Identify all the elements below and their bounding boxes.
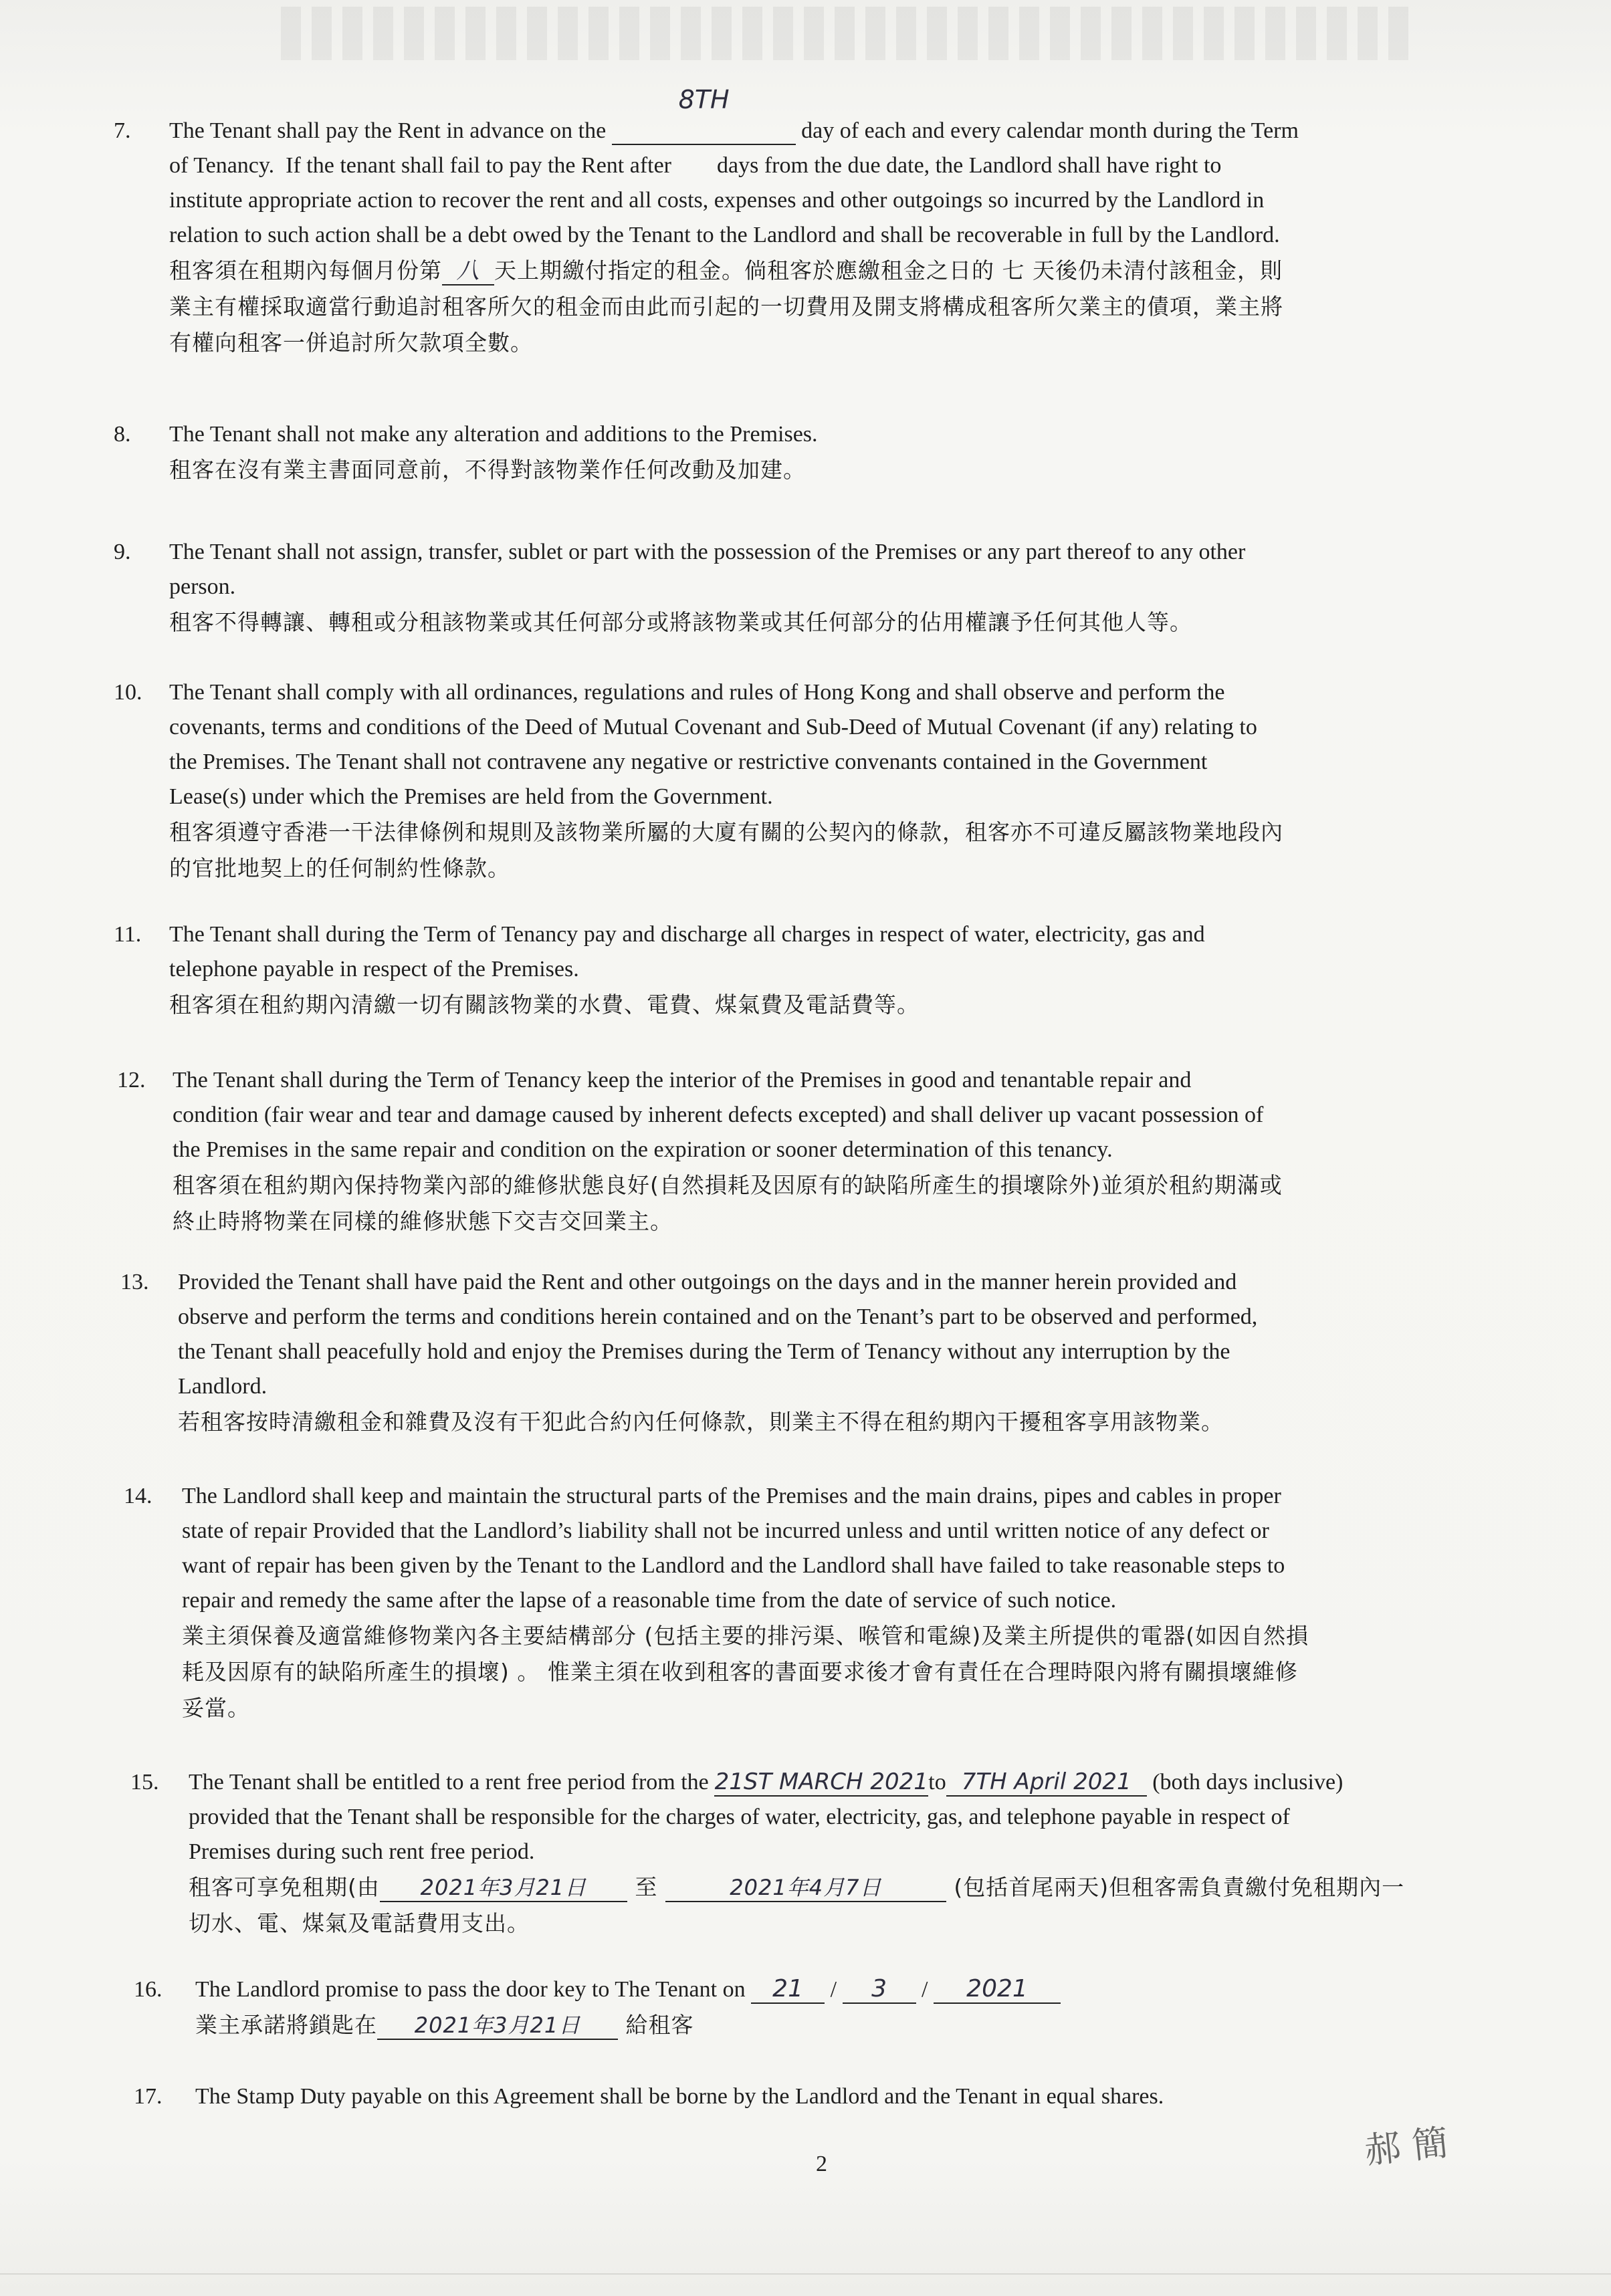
key-handover-year: 2021 (934, 1976, 1061, 2004)
rent-free-to-date: 7TH April 2021 (946, 1768, 1147, 1797)
clause-17-en: The Stamp Duty payable on this Agreement shall be borne by the Landlord and the Tenant in equal shares. (195, 2084, 1164, 2109)
clause-10-en-line-3: the Premises. The Tenant shall not contravene any negative or restrictive convenants contained in the Government (169, 750, 1208, 774)
text: 天上期繳付指定的租金。倘租客於應繳租金之日的 七 天後仍未清付該租金，則 (494, 257, 1283, 283)
clause-14-zh-line-1: 業主須保養及適當維修物業內各主要結構部分 (包括主要的排污渠、喉管和電線)及業主所提供的電器(如因自然損 (182, 1623, 1309, 1649)
clause-7-zh-line-1 (169, 253, 1500, 289)
clause-14-en-line-3: want of repair has been given by the Tenant to the Landlord and the Landlord shall have failed to take reasonable steps to (182, 1553, 1285, 1578)
clause-10-en-line-2: covenants, terms and conditions of the Deed of Mutual Covenant and Sub-Deed of Mutual Covenant (if any) relating to (169, 715, 1257, 739)
handwritten-rent-day: 8TH (678, 85, 730, 114)
clause-14-zh-line-3: 妥當。 (182, 1695, 250, 1721)
clause-number: 15. (130, 1770, 159, 1795)
clause-14-en-line-1: The Landlord shall keep and maintain the structural parts of the Premises and the main drains, pipes and cables in proper (182, 1484, 1281, 1508)
clause-14-en-line-2: state of repair Provided that the Landlord’s liability shall not be incurred unless and until written notice of any defect or (182, 1518, 1269, 1543)
clause-8-zh: 租客在沒有業主書面同意前，不得對該物業作任何改動及加建。 (169, 457, 806, 483)
rent-free-from-date-zh: 2021年3月21日 (380, 1874, 627, 1902)
clause-13-en-line-4: Landlord. (178, 1374, 267, 1399)
text: (both days inclusive) (1152, 1770, 1344, 1795)
clause-14-en-line-4: repair and remedy the same after the lapse of a reasonable time from the date of service of such notice. (182, 1588, 1117, 1613)
clause-11-en-line-1: The Tenant shall during the Term of Tenancy pay and discharge all charges in respect of water, electricity, gas and (169, 922, 1205, 947)
rent-free-from-date: 21ST MARCH 2021 (714, 1768, 928, 1795)
clause-number: 16. (134, 1977, 163, 2002)
clause-number: 10. (114, 680, 142, 705)
clause-12-en-line-2: condition (fair wear and tear and damage caused by inherent defects excepted) and shall deliver up vacant possession of (173, 1103, 1264, 1127)
clause-10-zh-line-1: 租客須遵守香港一干法律條例和規則及該物業所屬的大廈有關的公契內的條款，租客亦不可違反屬該物業地段內 (169, 819, 1283, 845)
text: The Landlord promise to pass the door key to The Tenant on (195, 1977, 746, 2002)
clause-9-en-line-2: person. (169, 574, 236, 599)
text: 給租客 (625, 2012, 694, 2038)
bleed-through-text (281, 7, 1418, 60)
clause-number: 7. (114, 118, 131, 143)
clause-13-en-line-1: Provided the Tenant shall have paid the Rent and other outgoings on the days and in the manner herein provided and (178, 1270, 1237, 1294)
clause-number: 17. (134, 2084, 163, 2109)
clause-10-en-line-4: Lease(s) under which the Premises are held from the Government. (169, 784, 773, 809)
text: 至 (635, 1874, 658, 1900)
date-separator: / (830, 1977, 837, 2002)
clause-8-en: The Tenant shall not make any alteration and additions to the Premises. (169, 422, 818, 447)
text: 租客須在租期內每個月份第 (169, 257, 442, 283)
handwritten-initials: 郝 簡 (1362, 2121, 1451, 2172)
page-number: 2 (816, 2152, 827, 2176)
clause-7-zh-line-3: 有權向租客一併追討所欠款項全數。 (169, 330, 533, 356)
clause-number: 13. (120, 1270, 149, 1294)
clause-13-zh: 若租客按時清繳租金和雜費及沒有干犯此合約內任何條款，則業主不得在租約期內干擾租客享用該物業。 (178, 1409, 1224, 1435)
date-separator: / (922, 1977, 928, 2002)
clause-7-en-line-3: institute appropriate action to recover the rent and all costs, expenses and other outgoings so incurred by the Landlord in (169, 188, 1265, 213)
clause-12-en-line-1: The Tenant shall during the Term of Tenancy keep the interior of the Premises in good and tenantable repair and (173, 1068, 1192, 1093)
text: The Tenant shall pay the Rent in advance on the (169, 118, 607, 143)
clause-11-zh: 租客須在租約期內清繳一切有關該物業的水費、電費、煤氣費及電話費等。 (169, 992, 920, 1018)
clause-7-en-line-4: relation to such action shall be a debt owed by the Tenant to the Landlord and shall be recoverable in full by the Landlord. (169, 223, 1280, 247)
clause-12-zh-line-2: 終止時將物業在同樣的維修狀態下交吉交回業主。 (173, 1208, 673, 1234)
clause-10-zh-line-2: 的官批地契上的任何制約性條款。 (169, 855, 510, 881)
clause-15-en-line-2: provided that the Tenant shall be responsible for the charges of water, electricity, gas, and telephone payable in respect of (189, 1805, 1290, 1829)
text: 租客可享免租期(由 (189, 1874, 380, 1900)
clause-11-en-line-2: telephone payable in respect of the Premises. (169, 957, 579, 982)
text: The Tenant shall be entitled to a rent free period from the (189, 1770, 709, 1795)
clause-12-en-line-3: the Premises in the same repair and condition on the expiration or sooner determination of this tenancy. (173, 1137, 1113, 1162)
text: to (928, 1770, 946, 1795)
clause-10-en-line-1: The Tenant shall comply with all ordinances, regulations and rules of Hong Kong and shall observe and perform the (169, 680, 1225, 705)
clause-15-zh-line-2: 切水、電、煤氣及電話費用支出。 (189, 1910, 530, 1936)
clause-14-zh-line-2: 耗及因原有的缺陷所產生的損壞) 。 惟業主須在收到租客的書面要求後才會有責任在合理時限內將有關損壞維修 (182, 1659, 1298, 1685)
clause-7-en-line-2: of Tenancy. If the tenant shall fail to pay the Rent after days from the due date, the Landlord shall have right to (169, 153, 1222, 178)
clause-number: 12. (117, 1068, 146, 1093)
scan-edge (0, 2273, 1611, 2275)
clause-number: 8. (114, 422, 131, 447)
clause-15-en-line-1 (189, 1765, 1519, 1800)
text: 業主承諾將鎖匙在 (195, 2012, 377, 2038)
rent-free-to-date-zh: 2021年4月7日 (665, 1874, 946, 1902)
clause-number: 11. (114, 922, 142, 947)
clause-12-zh-line-1: 租客須在租約期內保持物業內部的維修狀態良好(自然損耗及因原有的缺陷所產生的損壞除外)並須於租約期滿或 (173, 1172, 1283, 1198)
clause-9-en-line-1: The Tenant shall not assign, transfer, sublet or part with the possession of the Premises or any part thereof to any other (169, 540, 1246, 564)
rent-day-blank (612, 85, 796, 145)
key-handover-date-zh: 2021年3月21日 (377, 2012, 618, 2040)
clause-number: 9. (114, 540, 131, 564)
key-handover-day: 21 (751, 1976, 825, 2004)
clause-13-en-line-3: the Tenant shall peacefully hold and enjoy the Premises during the Term of Tenancy without any interruption by the (178, 1339, 1230, 1364)
key-handover-month: 3 (843, 1976, 916, 2004)
text: (包括首尾兩天)但租客需負責繳付免租期內一 (954, 1874, 1405, 1900)
clause-15-en-line-3: Premises during such rent free period. (189, 1839, 535, 1864)
clause-16-en-line (195, 1972, 1526, 2007)
text: day of each and every calendar month during the Term (801, 118, 1299, 143)
clause-number: 14. (124, 1484, 152, 1508)
clause-9-zh: 租客不得轉讓、轉租或分租該物業或其任何部分或將該物業或其任何部分的佔用權讓予任何其他人等。 (169, 609, 1192, 635)
clause-7-en-line-1 (169, 85, 1500, 148)
clause-16-zh-line (195, 2007, 1526, 2043)
clause-15-zh-line-1 (189, 1869, 1519, 1906)
clause-13-en-line-2: observe and perform the terms and conditions herein contained and on the Tenant’s part to be observed and performed, (178, 1304, 1258, 1329)
handwritten-rent-day-zh: 八 (442, 257, 494, 285)
clause-7-zh-line-2: 業主有權採取適當行動追討租客所欠的租金而由此而引起的一切費用及開支將構成租客所欠業主的債項，業主將 (169, 294, 1283, 320)
